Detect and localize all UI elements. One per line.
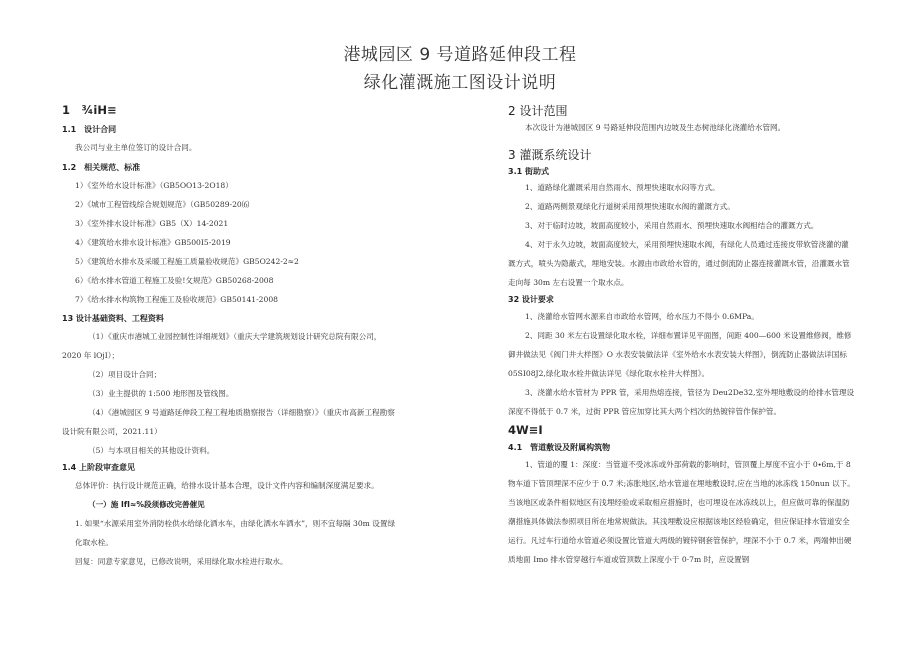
section-3-1-heading: 3.1 街助式: [508, 167, 549, 176]
section-1-1-heading: 1.1 设计合同: [62, 125, 117, 134]
basis-item: （2）项目设计合同；: [88, 370, 162, 379]
section-4-1-heading: 4.1 管道敷设及附属构筑物: [508, 443, 611, 452]
scope-text: 本次设计为港城园区 9 号路延伸段范围内边坡及生态树池绿化浇灌给水管网。: [525, 123, 786, 132]
spec-item: 3）《室外排水设计标准》GB5（X）14-2021: [75, 219, 229, 228]
requirement-item: 1、浇灌给水管网水源来自市政给水管网，给水压力不得小 0.6MPa。: [525, 312, 759, 321]
section-2-heading: 2 设计范围: [508, 104, 568, 118]
spec-item: 2）《城市工程管线综合规划规范》（GB50289-20⑹: [75, 200, 250, 209]
requirement-item: 2、同距 30 米左右设置绿化取水栓，详细布置详见平面图，间距 400—600 米设置维修阀，维修: [525, 331, 852, 340]
section-1-3-heading: 13 设计基础资料、工程资料: [62, 314, 164, 323]
method-item-continued: 走向每 30m 左右设置一个取水点。: [508, 278, 629, 287]
contract-text: 我公司与业主单位签订的设计合同。: [75, 143, 197, 152]
method-item: 4、对于永久边坡，坡面高度较大，采用预埋快速取水阀，有绿化人员通过连接皮带软管浇灌的灌: [525, 240, 849, 249]
pipe-text-continued: 质地面 Imo 排水管穿越行车道或管顶数上深度小于 0·7m 时，应设置钢: [508, 555, 750, 564]
spec-item: 5）《建筑给水排水及采暖工程施工质量验收规范》GB5O242-2≈2: [75, 257, 299, 266]
basis-item: （5）与本项目相关的其他设计资料。: [88, 446, 215, 455]
requirement-item: 3、浇灌水给水管材为 PPR 管，采用热熔连接，管径为 Deu2De32,室外埋地敷设的给排水管理设: [525, 388, 855, 397]
method-item: 3、对于临时边坡，坡面高度较小，采用自然雨水、预埋快速取水阀相结合的灌溉方式。: [525, 221, 819, 230]
review-item-continued: 化取水栓。: [75, 538, 113, 547]
section-4-heading: 4W≡I: [508, 423, 543, 437]
method-item: 1、道路绿化灌溉采用自然雨水、预埋快速取水闷等方式。: [525, 183, 720, 192]
spec-item: 4）《建筑给水排水设计标准》GB500I5-2019: [75, 238, 231, 247]
method-item-continued: 溉方式，喷头为隐蔽式，埋地安装。水源由市政给水管的，通过倒流防止器连接灌溉水管，沿灌溉水管: [508, 259, 850, 268]
basis-item: （1）《重庆市港城工业园控制性详细规划》（重庆大学建筑规划设计研究总院有限公司，: [88, 332, 382, 341]
section-1-2-heading: 1.2 相关规范、标准: [62, 163, 141, 172]
spec-item: 1）《室外给水设计标准》（GB5OO13-2O18）: [75, 181, 233, 190]
review-text: 总体评价：执行设计规范正确，给排水设计基本合理，设计文件内容和编制深度满足要求。: [75, 481, 379, 490]
method-item: 2、道路两侧景观绿化行道树采用预埋快速取水阀的灌溉方式。: [525, 202, 735, 211]
basis-item: （4）《港城园区 9 号道路延伸段工程工程地质勘察报告（详细勘察）》（重庆市高新工程勘察: [88, 408, 395, 417]
review-subheading: （一）施 IfI≈%段须修改完善催见: [88, 500, 205, 509]
basis-item: （3）业主提供的 1:500 地形图及管线图。: [88, 389, 234, 398]
document-subtitle: 绿化灌溉施工图设计说明: [363, 73, 557, 93]
section-3-heading: 3 灌溉系统设计: [508, 148, 592, 162]
review-item: 1. 如果“水源采用室外消防栓供水给绿化洒水车，由绿化洒水车洒水”，则不宜每隔 30m 设置绿: [75, 519, 396, 528]
requirement-item-continued: 深度不得低于 0.7 米，过街 PPR 管应加穿比其大两个档次的热镀锌管作保护管。: [508, 407, 782, 416]
spec-item: 7）《给水排水构筑物工程施工及验收规范》GB50141-2008: [75, 295, 279, 304]
section-1-heading: 1 ¾iH≡: [62, 103, 117, 117]
document-title: 港城园区 9 号道路延伸段工程: [343, 45, 577, 65]
basis-item-continued: 2020 年 lOjI）；: [62, 351, 120, 360]
pipe-text: 1、管道的覆 1：深度：当管道不受冰冻或外部荷载的影响时，管顶覆上厚度不宜小于 0∙6m,于 8: [525, 460, 851, 469]
section-3-2-heading: 32 设计要求: [508, 295, 554, 304]
pipe-text-continued: 运行。凡过车行道给水管道必须设置比管道大两级的镀锌钢套管保护，埋深不小于 0.7 米，两端伸出硬: [508, 536, 852, 545]
review-reply: 回复：同意专家意见，已修改说明，采用绿化取水栓进行取水。: [75, 557, 288, 566]
pipe-text-continued: 物车道下管顶埋深不应少于 0.7 米;冻胀地区,给水管道在埋地敷设时,应在当地的冰冻线 150nun 以下。: [508, 479, 855, 488]
section-1-4-heading: 1.4 上阶段审查意见: [62, 463, 135, 472]
basis-item-continued: 设计院有限公司，2021.11）: [62, 427, 162, 436]
pipe-text-continued: 当该地区或条件相似地区有浅埋经验或采取相应措施时，也可埋设在冰冻线以上，但应做可靠的保温防: [508, 498, 850, 507]
requirement-item-continued: 05SI08J2,绿化取水栓井做法详见《绿化取水栓井大样图》。: [508, 369, 710, 378]
requirement-item-continued: 御井做法见《阀门井大样图》O 水表安装做法详《室外给水水表安装大样图》，倒流防止器做法详国标: [508, 350, 847, 359]
pipe-text-continued: 潮措施具体做法参照项目所在地常规做法。其浅埋敷设应根据该地区经验确定，但应保证排水管道安全: [508, 517, 850, 526]
spec-item: 6）《给水排水管道工程施工及验!攵规范》GB50268-2008: [75, 276, 274, 285]
